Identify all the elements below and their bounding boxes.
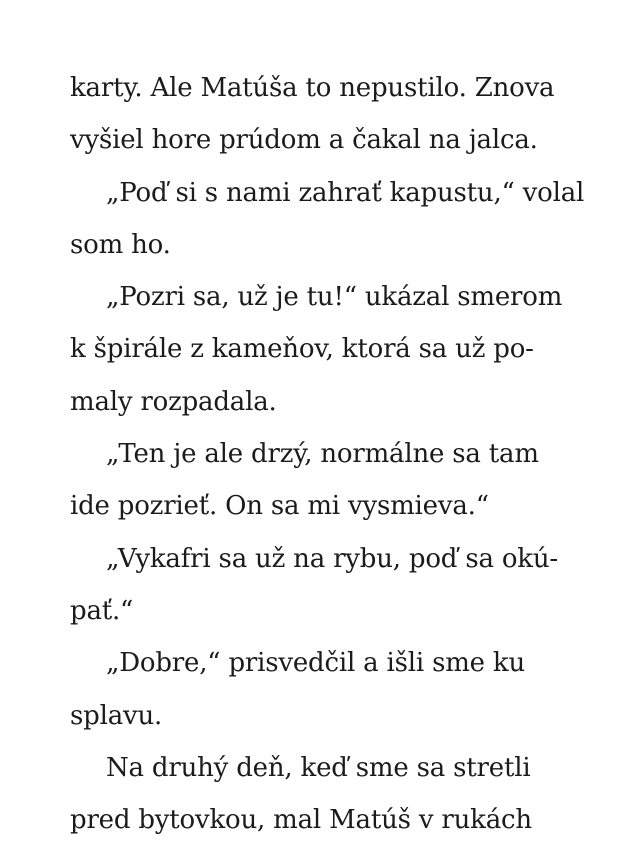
text-line: „Dobre,“ prisvedčil a išli sme ku	[106, 648, 526, 679]
text-line: vyšiel hore prúdom a čakal na jalca.	[70, 125, 538, 156]
text-line: „Poď si s nami zahrať kapustu,“ volal	[106, 177, 585, 208]
text-line: k špirále z kameňov, ktorá sa už po-	[70, 334, 534, 365]
text-line: „Pozri sa, už je tu!“ ukázal smerom	[106, 282, 563, 313]
text-line: maly rozpadala.	[70, 386, 277, 417]
text-line: karty. Ale Matúša to nepustilo. Znova	[70, 73, 555, 103]
text-line: pred bytovkou, mal Matúš v rukách	[70, 805, 532, 836]
text-line: pať.“	[70, 595, 134, 626]
text-line: „Vykafri sa už na rybu, poď sa okú-	[106, 543, 558, 574]
body-text	[70, 66, 585, 850]
text-line: ide pozrieť. On sa mi vysmieva.“	[70, 491, 489, 522]
text-line: splavu.	[70, 700, 163, 731]
text-line: Na druhý deň, keď sme sa stretli	[106, 752, 531, 783]
text-line: som ho.	[70, 229, 171, 260]
text-line: „Ten je ale drzý, normálne sa tam	[106, 439, 539, 470]
